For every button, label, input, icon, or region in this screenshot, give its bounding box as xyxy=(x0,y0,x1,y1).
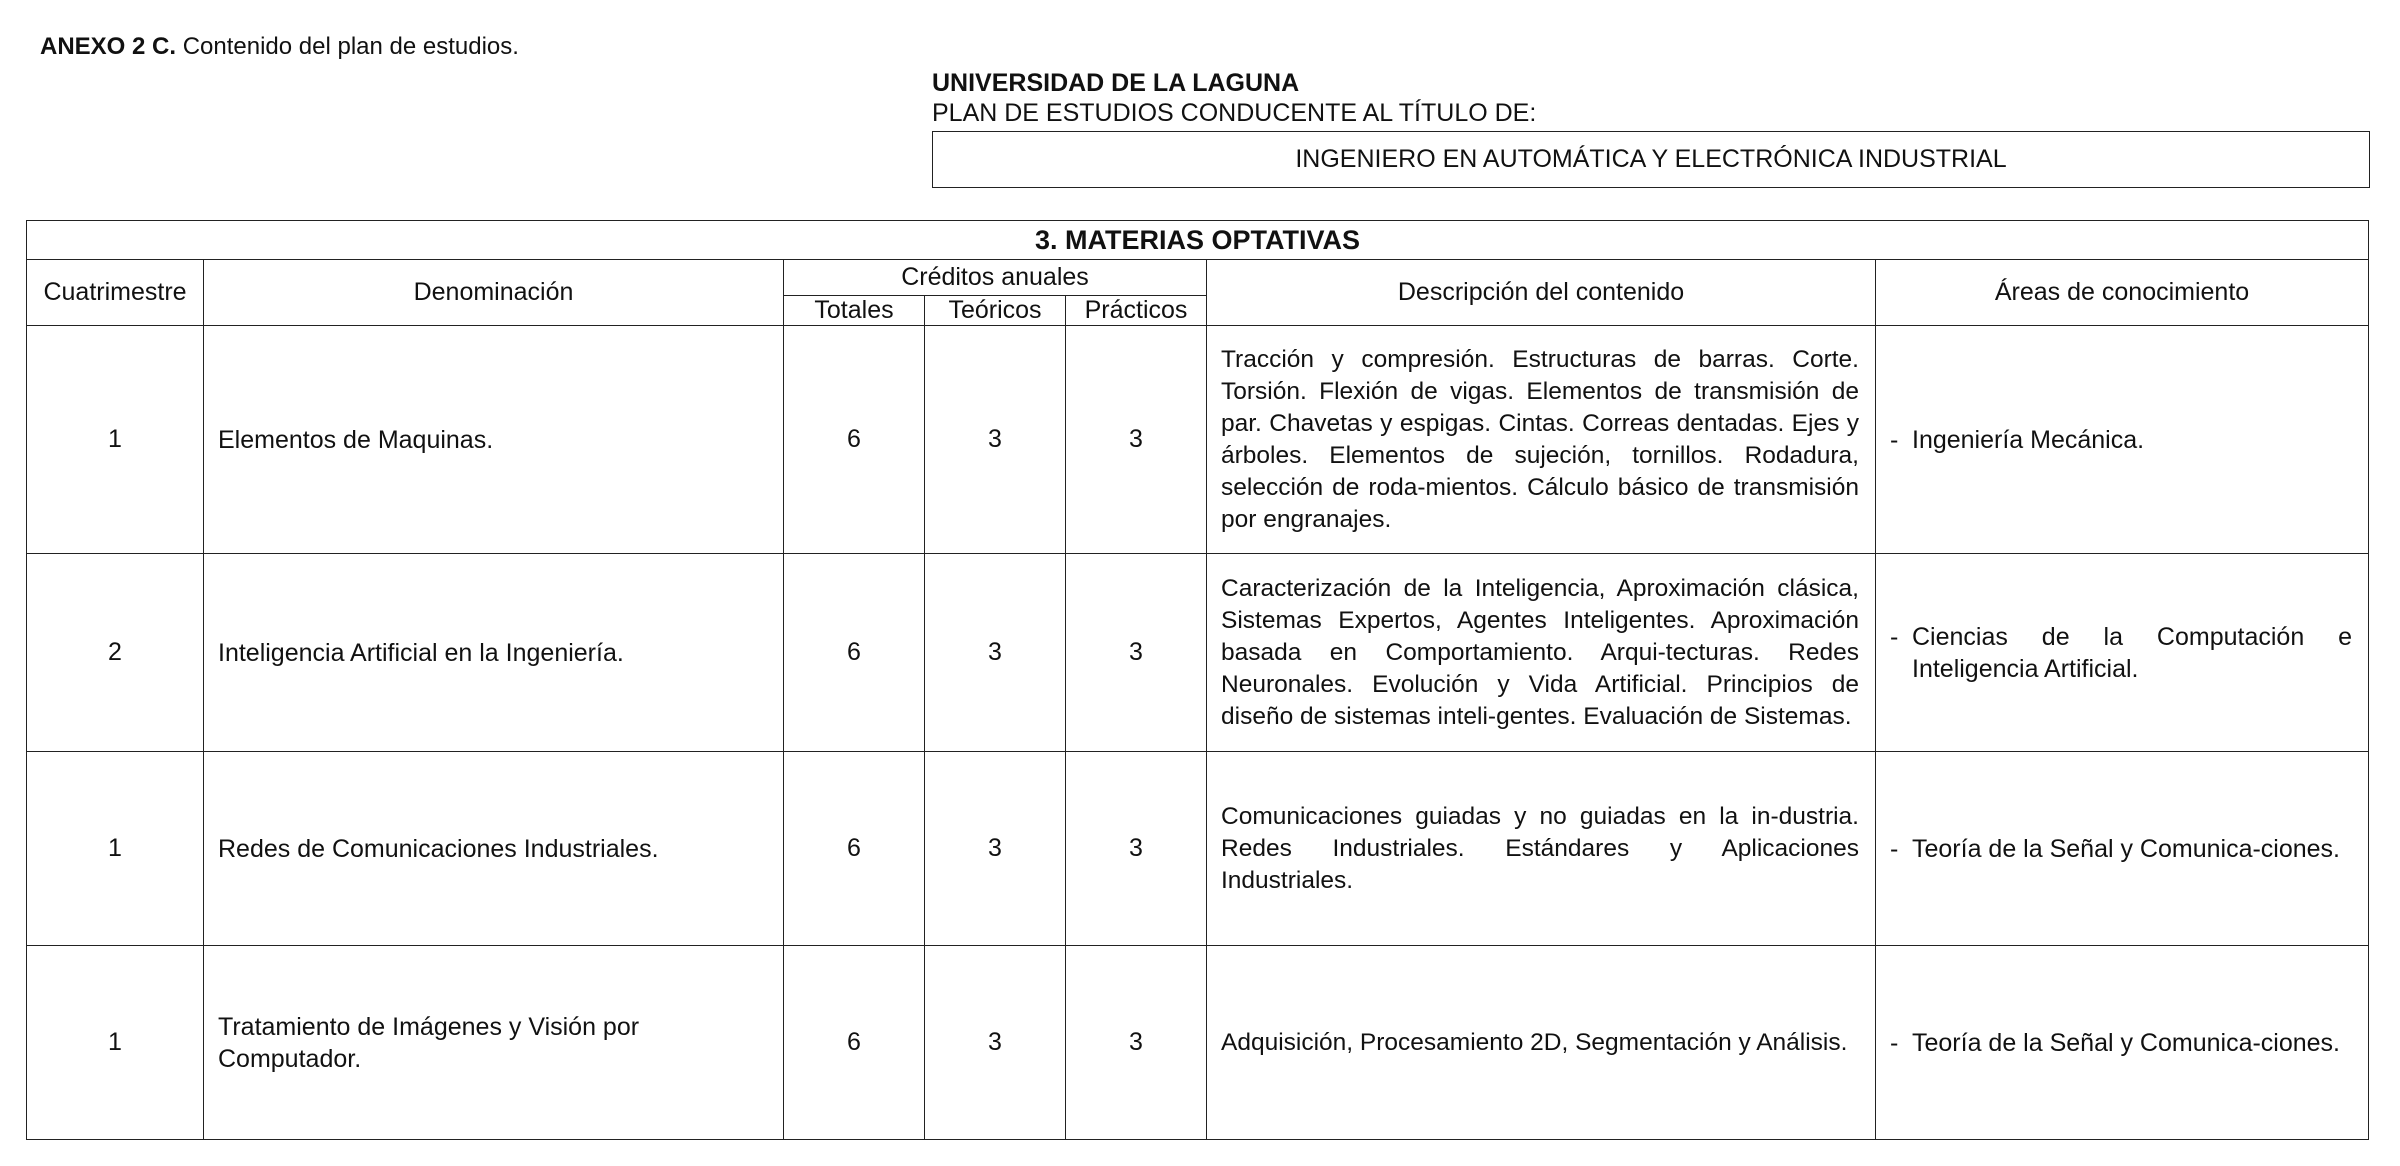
header-descripcion: Descripción del contenido xyxy=(1207,260,1876,326)
cell-teoricos: 3 xyxy=(925,554,1066,752)
cell-practicos: 3 xyxy=(1066,752,1207,946)
area-dash: - xyxy=(1890,425,1899,454)
cell-denominacion: Tratamiento de Imágenes y Visión por Computador. xyxy=(204,946,784,1140)
header-denominacion: Denominación xyxy=(204,260,784,326)
university-header xyxy=(932,68,2370,188)
cell-denominacion: Elementos de Maquinas. xyxy=(204,326,784,554)
degree-title: INGENIERO EN AUTOMÁTICA Y ELECTRÓNICA INDUSTRIAL xyxy=(1295,145,2007,173)
area-dash: - xyxy=(1890,1028,1899,1057)
cell-descripcion: Adquisición, Procesamiento 2D, Segmentación y Análisis. xyxy=(1207,946,1876,1140)
annex-heading xyxy=(40,32,519,62)
cell-cuatrimestre: 1 xyxy=(27,752,204,946)
table-row xyxy=(27,554,2369,752)
header-practicos: Prácticos xyxy=(1066,296,1207,326)
cell-area xyxy=(1876,946,2369,1140)
table-row xyxy=(27,946,2369,1140)
plan-line: PLAN DE ESTUDIOS CONDUCENTE AL TÍTULO DE: xyxy=(932,99,1537,127)
cell-practicos: 3 xyxy=(1066,946,1207,1140)
cell-teoricos: 3 xyxy=(925,752,1066,946)
header-creditos: Créditos anuales xyxy=(784,260,1207,296)
cell-teoricos: 3 xyxy=(925,326,1066,554)
cell-totales: 6 xyxy=(784,946,925,1140)
header-areas: Áreas de conocimiento xyxy=(1876,260,2369,326)
cell-descripcion: Caracterización de la Inteligencia, Aproximación clásica, Sistemas Expertos, Agentes Inteligentes. Aproximación basada en Comportamiento. Arqui-tecturas. Redes Neuronales. Evolución y Vida Artificial. Principios de diseño de sistemas inteli-gentes. Evaluación de Sistemas. xyxy=(1207,554,1876,752)
cell-descripcion: Tracción y compresión. Estructuras de barras. Corte. Torsión. Flexión de vigas. Elementos de transmisión de par. Chavetas y espigas. Cintas. Correas dentadas. Ejes y árboles. Elementos de sujeción, tornillos. Rodadura, selección de roda-mientos. Cálculo básico de transmisión por engranajes. xyxy=(1207,326,1876,554)
cell-teoricos: 3 xyxy=(925,946,1066,1140)
optional-subjects-table xyxy=(26,220,2369,1140)
cell-practicos: 3 xyxy=(1066,554,1207,752)
degree-box xyxy=(932,131,2370,188)
table-row xyxy=(27,326,2369,554)
annex-text: Contenido del plan de estudios. xyxy=(182,33,519,60)
cell-descripcion: Comunicaciones guiadas y no guiadas en la in-dustria. Redes Industriales. Estándares y Aplicaciones Industriales. xyxy=(1207,752,1876,946)
university-name: UNIVERSIDAD DE LA LAGUNA xyxy=(932,69,1300,97)
area-dash: - xyxy=(1890,622,1899,651)
cell-area xyxy=(1876,326,2369,554)
annex-label: ANEXO 2 C. xyxy=(40,33,177,60)
area-text: Teoría de la Señal y Comunica-ciones. xyxy=(1912,1028,2341,1057)
table-title: 3. MATERIAS OPTATIVAS xyxy=(27,221,2369,260)
cell-denominacion: Inteligencia Artificial en la Ingeniería. xyxy=(204,554,784,752)
header-totales: Totales xyxy=(784,296,925,326)
cell-totales: 6 xyxy=(784,554,925,752)
table-row xyxy=(27,752,2369,946)
cell-totales: 6 xyxy=(784,752,925,946)
cell-denominacion: Redes de Comunicaciones Industriales. xyxy=(204,752,784,946)
cell-cuatrimestre: 1 xyxy=(27,326,204,554)
area-text: Teoría de la Señal y Comunica-ciones. xyxy=(1912,834,2341,863)
cell-practicos: 3 xyxy=(1066,326,1207,554)
area-text: Ingeniería Mecánica. xyxy=(1912,425,2145,454)
cell-area xyxy=(1876,752,2369,946)
cell-area xyxy=(1876,554,2369,752)
area-dash: - xyxy=(1890,834,1899,863)
header-cuatrimestre: Cuatrimestre xyxy=(27,260,204,326)
cell-cuatrimestre: 1 xyxy=(27,946,204,1140)
header-teoricos: Teóricos xyxy=(925,296,1066,326)
cell-cuatrimestre: 2 xyxy=(27,554,204,752)
cell-totales: 6 xyxy=(784,326,925,554)
area-text: Ciencias de la Computación e Inteligencia Artificial. xyxy=(1912,622,2353,683)
